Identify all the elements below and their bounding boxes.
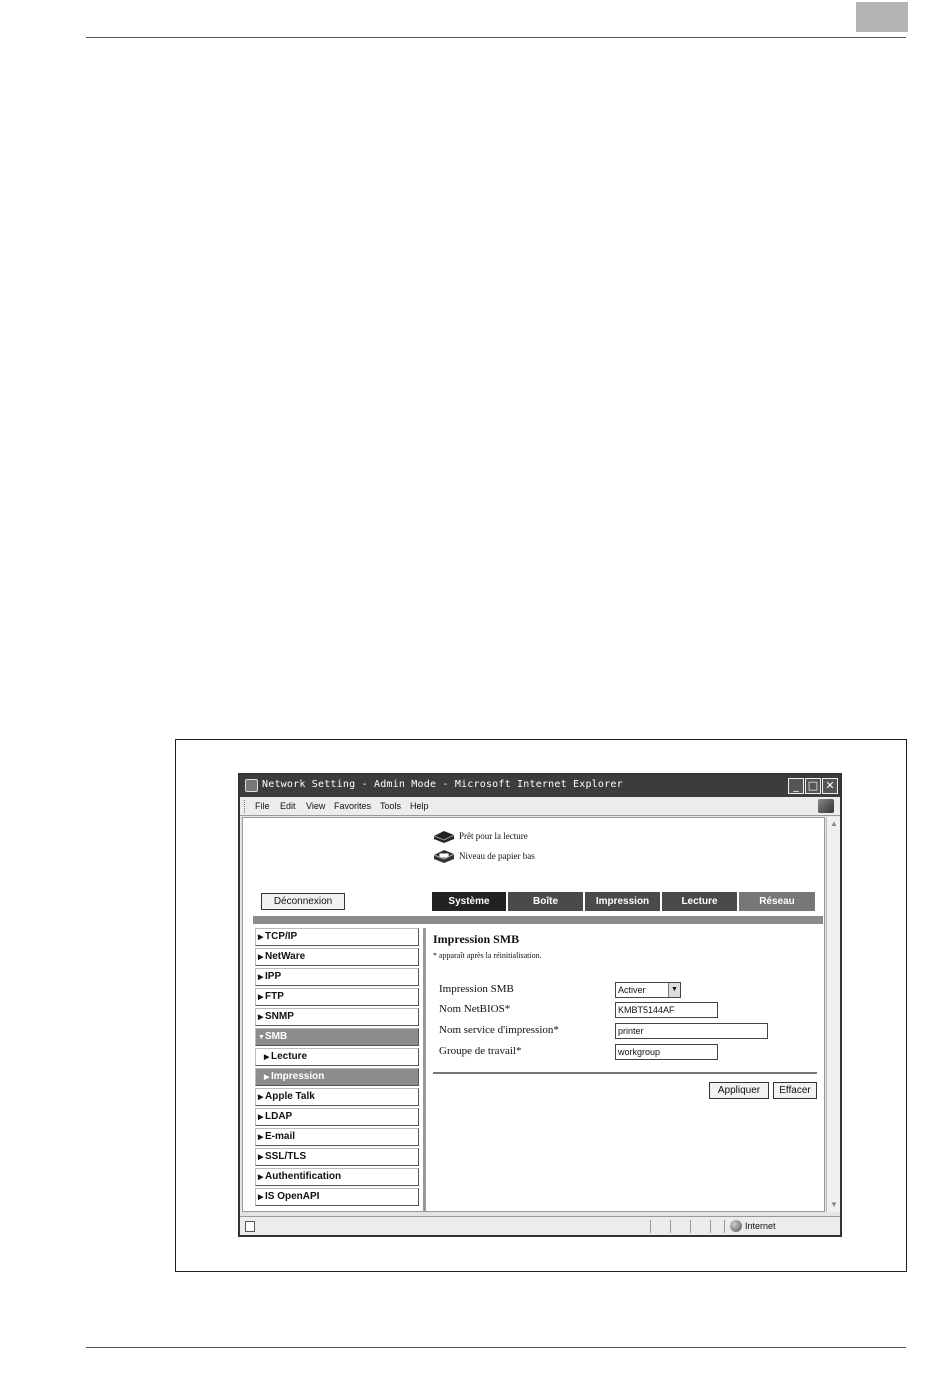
sidebar-item-netware[interactable]	[255, 948, 419, 966]
scroll-up-icon[interactable]: ▲	[830, 819, 838, 828]
workgroup-input[interactable]: workgroup	[615, 1044, 718, 1060]
chevron-right-icon: ▶	[258, 1194, 264, 1201]
chevron-right-icon: ▶	[258, 1174, 264, 1181]
sidebar-item-label: TCP/IP	[265, 931, 298, 942]
chevron-right-icon: ▶	[258, 1014, 264, 1021]
sidebar-item-ipp[interactable]	[255, 968, 419, 986]
page-title: Impression SMB	[433, 932, 520, 946]
menu-help[interactable]: Help	[410, 801, 429, 811]
reboot-note: * apparaît après la réinitialisation.	[433, 951, 542, 960]
tab-boite[interactable]: Boîte	[508, 892, 585, 911]
toolbar-grip	[244, 800, 246, 813]
sidebar-item-appletalk[interactable]	[255, 1088, 419, 1106]
sidebar-item-label: SSL/TLS	[265, 1151, 307, 1162]
chevron-right-icon: ▶	[258, 1134, 264, 1141]
menu-file[interactable]: File	[255, 801, 270, 811]
sidebar-item-label: Apple Talk	[265, 1091, 315, 1102]
page-corner-tab	[856, 2, 908, 32]
sidebar-item-smb-lecture[interactable]	[255, 1048, 419, 1066]
sidebar-item-label: Authentification	[265, 1171, 342, 1182]
smb-print-label: Impression SMB	[439, 983, 514, 995]
sidebar-item-label: SNMP	[265, 1011, 294, 1022]
logout-button[interactable]: Déconnexion	[261, 893, 345, 910]
sidebar-divider	[423, 928, 426, 1212]
browser-window	[238, 773, 842, 1237]
chevron-right-icon: ▶	[264, 1074, 270, 1081]
page-header-rule	[86, 37, 906, 38]
sidebar-item-label: SMB	[265, 1031, 288, 1042]
chevron-right-icon: ▶	[258, 934, 264, 941]
sidebar-item-label: E-mail	[265, 1131, 296, 1142]
chevron-down-icon: ▼	[668, 983, 680, 997]
sidebar-item-label: Lecture	[271, 1051, 308, 1062]
chevron-right-icon: ▶	[258, 1154, 264, 1161]
sidebar-item-smb-impression[interactable]	[255, 1068, 419, 1086]
tab-systeme[interactable]: Système	[432, 892, 508, 911]
page-footer-rule	[86, 1347, 906, 1348]
chevron-right-icon: ▶	[258, 974, 264, 981]
window-titlebar[interactable]	[240, 775, 840, 797]
apply-button[interactable]: Appliquer	[709, 1082, 769, 1099]
security-zone-label: Internet	[745, 1221, 776, 1231]
sidebar-item-smb[interactable]	[255, 1028, 419, 1046]
chevron-right-icon: ▶	[258, 1114, 264, 1121]
smb-print-select[interactable]	[615, 982, 681, 998]
web-page-content	[242, 817, 825, 1212]
sidebar-item-authentification[interactable]	[255, 1168, 419, 1186]
sidebar-item-ssltls[interactable]	[255, 1148, 419, 1166]
printer-ready-icon	[433, 829, 455, 844]
menu-favorites[interactable]: Favorites	[334, 801, 372, 811]
close-button[interactable]: ✕	[822, 778, 838, 794]
sidebar-item-label: NetWare	[265, 951, 306, 962]
form-divider	[433, 1072, 817, 1074]
page-done-icon	[245, 1221, 255, 1232]
sidebar-item-label: IS OpenAPI	[265, 1191, 320, 1202]
status-message-ready-text: Prêt pour la lecture	[459, 831, 528, 841]
menu-edit[interactable]: Edit	[280, 801, 296, 811]
chevron-right-icon: ▶	[258, 994, 264, 1001]
sidebar-item-snmp[interactable]	[255, 1008, 419, 1026]
ie-page-icon	[245, 779, 258, 792]
sidebar-item-label: LDAP	[265, 1111, 293, 1122]
netbios-name-input[interactable]: KMBT5144AF	[615, 1002, 718, 1018]
sidebar-item-tcpip[interactable]	[255, 928, 419, 946]
windows-logo-icon	[818, 799, 834, 813]
status-message-paper-text: Niveau de papier bas	[459, 851, 535, 861]
maximize-button[interactable]: □	[805, 778, 821, 794]
sidebar-item-label: FTP	[265, 991, 284, 1002]
vertical-scrollbar[interactable]	[826, 817, 840, 1212]
window-title: Network Setting - Admin Mode - Microsoft Internet Explorer	[262, 779, 623, 790]
sidebar-item-label: IPP	[265, 971, 282, 982]
menu-bar	[240, 797, 840, 816]
chevron-right-icon: ▶	[258, 1094, 264, 1101]
print-service-name-label: Nom service d'impression*	[439, 1024, 559, 1036]
chevron-right-icon: ▶	[264, 1054, 270, 1061]
sidebar-item-ldap[interactable]	[255, 1108, 419, 1126]
minimize-button[interactable]: _	[788, 778, 804, 794]
status-separator	[690, 1220, 691, 1233]
status-separator	[710, 1220, 711, 1233]
header-divider-band	[253, 916, 823, 924]
tab-impression[interactable]: Impression	[585, 892, 662, 911]
clear-button[interactable]: Effacer	[773, 1082, 817, 1099]
menu-view[interactable]: View	[306, 801, 326, 811]
sidebar-item-email[interactable]	[255, 1128, 419, 1146]
print-service-name-input[interactable]: printer	[615, 1023, 768, 1039]
status-separator	[670, 1220, 671, 1233]
workgroup-label: Groupe de travail*	[439, 1045, 522, 1057]
status-separator	[724, 1220, 725, 1233]
sidebar-item-label: Impression	[271, 1071, 325, 1082]
tab-reseau[interactable]: Réseau	[739, 892, 815, 911]
tab-lecture[interactable]: Lecture	[662, 892, 739, 911]
scroll-down-icon[interactable]: ▼	[830, 1200, 838, 1209]
chevron-down-icon: ▼	[258, 1034, 265, 1041]
internet-zone-icon	[730, 1220, 742, 1232]
status-separator	[650, 1220, 651, 1233]
menu-tools[interactable]: Tools	[380, 801, 402, 811]
printer-paper-low-icon	[433, 849, 455, 864]
sidebar-item-ftp[interactable]	[255, 988, 419, 1006]
chevron-right-icon: ▶	[258, 954, 264, 961]
browser-status-bar	[240, 1216, 840, 1235]
sidebar-item-isopenapi[interactable]	[255, 1188, 419, 1206]
netbios-name-label: Nom NetBIOS*	[439, 1003, 511, 1015]
smb-print-select-value: Activer	[618, 985, 646, 995]
